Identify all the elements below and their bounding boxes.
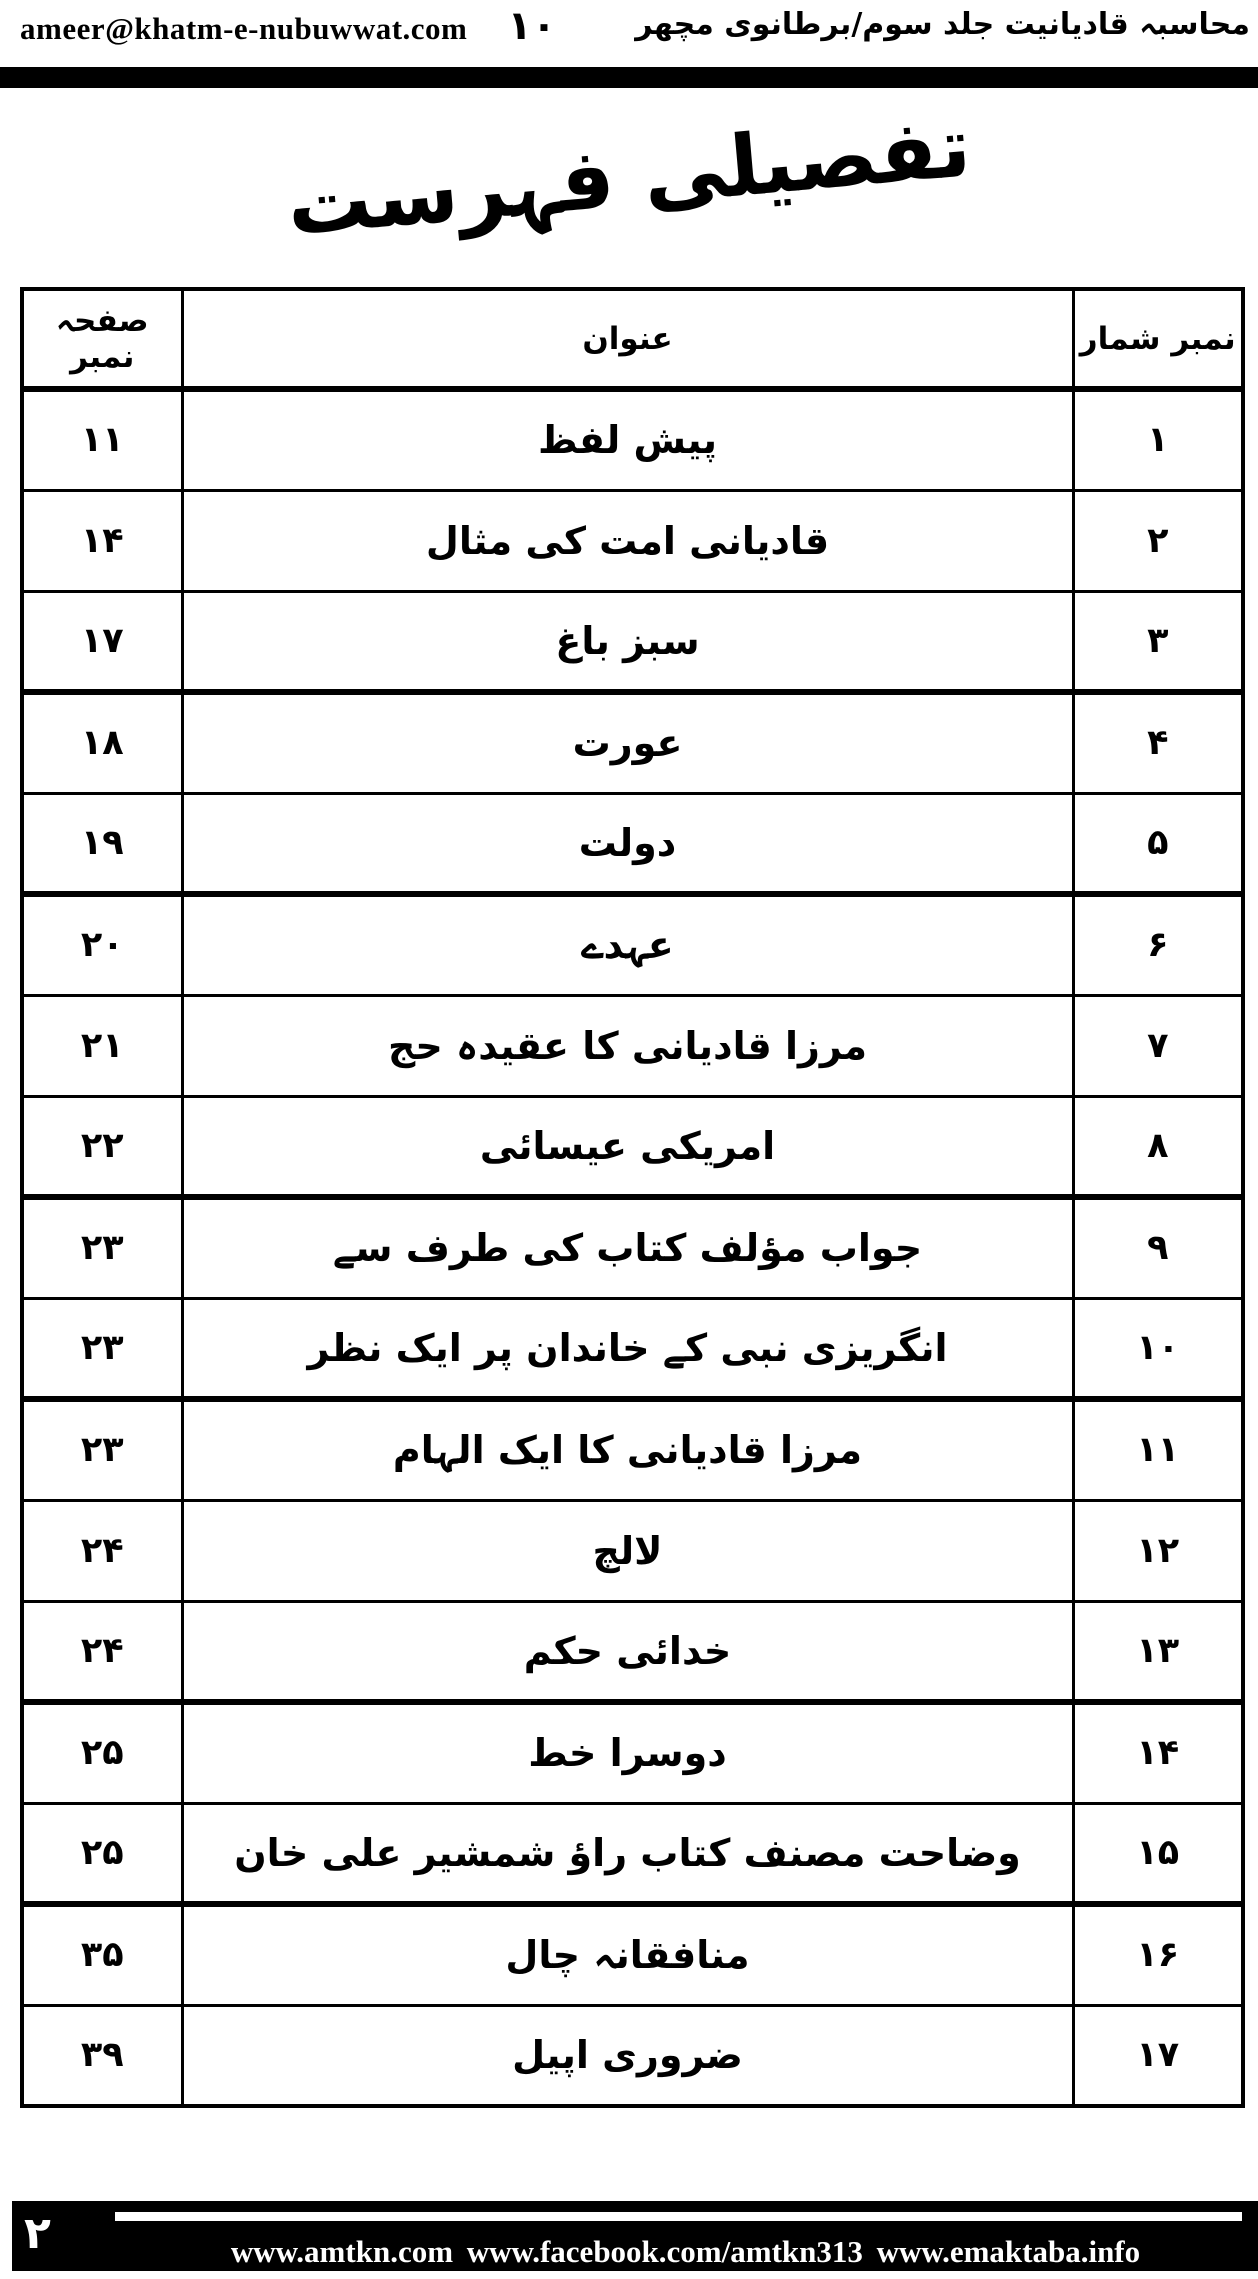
entry-title-cell: مرزا قادیانی کا عقیدہ حج	[182, 995, 1073, 1096]
serial-number-cell: ۱۰	[1073, 1298, 1243, 1399]
serial-number-cell: ۵	[1073, 793, 1243, 894]
page-number-cell: ۲۵	[22, 1702, 182, 1803]
page-number-cell: ۲۰	[22, 894, 182, 995]
entry-title-cell: امریکی عیسائی	[182, 1096, 1073, 1197]
entry-title-cell: عہدے	[182, 894, 1073, 995]
entry-title-cell: انگریزی نبی کے خاندان پر ایک نظر	[182, 1298, 1073, 1399]
serial-number-cell: ۷	[1073, 995, 1243, 1096]
footer-page-marker: ۲	[24, 2208, 51, 2259]
page-title	[0, 96, 1258, 256]
serial-number-cell: ۱۵	[1073, 1803, 1243, 1904]
toc-row	[22, 793, 1243, 894]
toc-row	[22, 1803, 1243, 1904]
toc-row	[22, 1197, 1243, 1298]
page-number-cell: ۱۴	[22, 490, 182, 591]
header-book-title: محاسبہ قادیانیت جلد سوم/برطانوی مچھر	[635, 7, 1250, 42]
entry-title-cell: وضاحت مصنف کتاب راؤ شمشیر علی خان	[182, 1803, 1073, 1904]
entry-title-cell: منافقانہ چال	[182, 1904, 1073, 2005]
entry-title-cell: مرزا قادیانی کا ایک الہام	[182, 1399, 1073, 1500]
serial-number-cell: ۱۶	[1073, 1904, 1243, 2005]
serial-number-cell: ۱۲	[1073, 1500, 1243, 1601]
entry-title-cell: عورت	[182, 692, 1073, 793]
serial-number-cell: ۱۱	[1073, 1399, 1243, 1500]
page-number-cell: ۳۵	[22, 1904, 182, 2005]
entry-title-cell: قادیانی امت کی مثال	[182, 490, 1073, 591]
toc-row	[22, 1096, 1243, 1197]
entry-title-cell: لالچ	[182, 1500, 1073, 1601]
toc-row	[22, 995, 1243, 1096]
toc-row	[22, 1702, 1243, 1803]
toc-header-row	[22, 289, 1243, 389]
page-number-cell: ۳۹	[22, 2005, 182, 2106]
toc-row	[22, 1500, 1243, 1601]
page-title-text: تفصیلی فہرست	[283, 97, 975, 255]
entry-title-cell: دولت	[182, 793, 1073, 894]
serial-number-cell: ۸	[1073, 1096, 1243, 1197]
toc-row	[22, 692, 1243, 793]
serial-number-cell: ۱۴	[1073, 1702, 1243, 1803]
page-number-cell: ۲۲	[22, 1096, 182, 1197]
page-number-cell: ۱۸	[22, 692, 182, 793]
serial-number-cell: ۱۳	[1073, 1601, 1243, 1702]
footer-stripe	[115, 2212, 1242, 2221]
entry-title-cell: خدائی حکم	[182, 1601, 1073, 1702]
header-page-number: ۱۰	[507, 3, 557, 49]
page-number-cell: ۲۴	[22, 1500, 182, 1601]
page-number-cell: ۲۳	[22, 1197, 182, 1298]
page-number-cell: ۲۵	[22, 1803, 182, 1904]
header-email: ameer@khatm-e-nubuwwat.com	[20, 11, 468, 46]
toc-row	[22, 389, 1243, 490]
toc-row	[22, 1298, 1243, 1399]
toc-row	[22, 894, 1243, 995]
toc-row	[22, 1904, 1243, 2005]
page-number-cell: ۲۳	[22, 1399, 182, 1500]
page-number-cell: ۲۳	[22, 1298, 182, 1399]
serial-number-cell: ۶	[1073, 894, 1243, 995]
page-number-cell: ۱۷	[22, 591, 182, 692]
page-number-cell: ۱۹	[22, 793, 182, 894]
page-header	[20, 4, 1250, 48]
column-header-title: عنوان	[182, 289, 1073, 389]
header-divider-bar	[0, 67, 1258, 88]
serial-number-cell: ۹	[1073, 1197, 1243, 1298]
toc-row	[22, 1399, 1243, 1500]
serial-number-cell: ۴	[1073, 692, 1243, 793]
toc-row	[22, 490, 1243, 591]
column-header-page-number: صفحہ نمبر	[22, 289, 182, 389]
serial-number-cell: ۱۷	[1073, 2005, 1243, 2106]
entry-title-cell: دوسرا خط	[182, 1702, 1073, 1803]
serial-number-cell: ۱	[1073, 389, 1243, 490]
footer-links: www.amtkn.com www.facebook.com/amtkn313 www.emaktaba.info	[230, 2234, 1141, 2269]
page-number-cell: ۲۴	[22, 1601, 182, 1702]
serial-number-cell: ۳	[1073, 591, 1243, 692]
entry-title-cell: جواب مؤلف کتاب کی طرف سے	[182, 1197, 1073, 1298]
page-number-cell: ۲۱	[22, 995, 182, 1096]
column-header-serial: نمبر شمار	[1073, 289, 1243, 389]
entry-title-cell: ضروری اپیل	[182, 2005, 1073, 2106]
entry-title-cell: پیش لفظ	[182, 389, 1073, 490]
toc-row	[22, 2005, 1243, 2106]
entry-title-cell: سبز باغ	[182, 591, 1073, 692]
toc-table	[20, 287, 1245, 2108]
serial-number-cell: ۲	[1073, 490, 1243, 591]
footer-bar	[12, 2201, 1258, 2271]
toc-row	[22, 1601, 1243, 1702]
toc-row	[22, 591, 1243, 692]
page-number-cell: ۱۱	[22, 389, 182, 490]
